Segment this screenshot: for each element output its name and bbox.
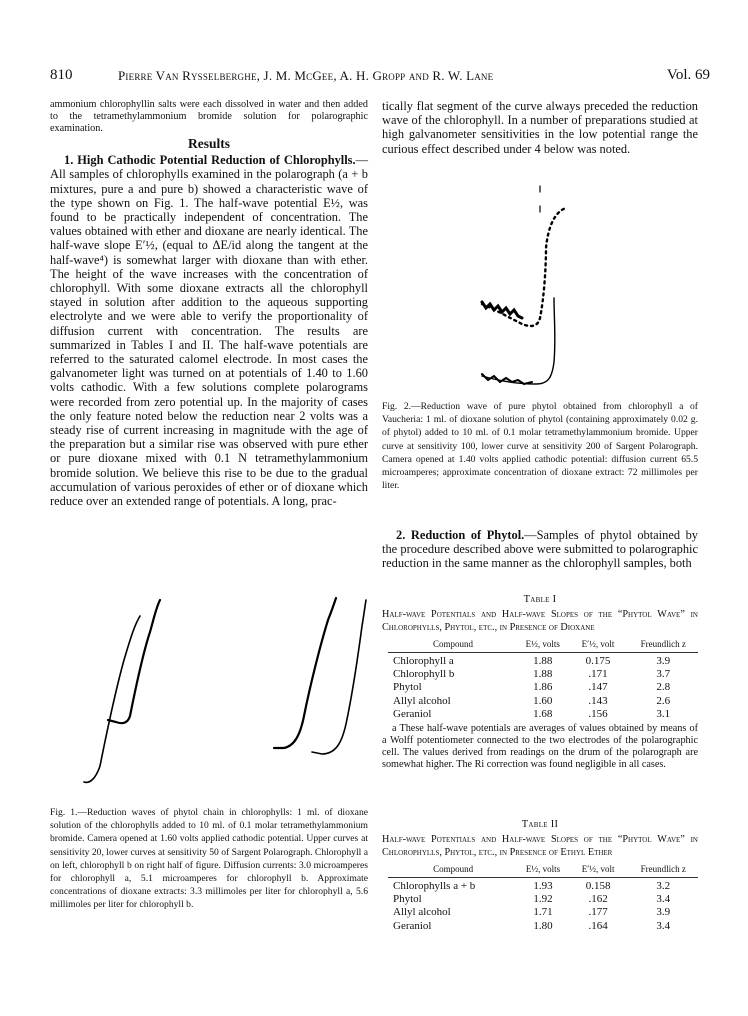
fig1-curve-b-lower [312,600,366,754]
table-cell: .143 [588,694,608,707]
table-row [388,893,698,906]
figure-1-caption: Fig. 1.—Reduction waves of phytol chain in chlorophylls: 1 ml. of dioxane solution of the chlorophylls added to 10 ml. of 0.1 molar tetramethylammonium bromide. Camera opened at 1.60 volts applied cathodic potential. Upper curves at sensitivity 20, lower curves at sensitivity 50 of Sargent Polarograph. Chlorophyll a on left, chlorophyll b on right half of figure. Diffusion currents: 3.0 microamperes for chlorophyll a, 5.1 microamperes for chlorophyll b. Approximate concentrations of dioxane extracts: 3.3 millimoles per liter for chlorophyll a, 5.6 millimoles per liter for chlorophyll b. [50,807,368,911]
section2-title: 2. Reduction of Phytol. [396,528,525,542]
right-column-top-text: tically flat segment of the curve always preceded the reduction wave of the chlorophyll. In a number of preparations studied at high galvanometer sensitivities in the low potential range the curious effect described under 4 below was noted. [382,99,698,156]
table-cell: 1.88 [533,654,553,667]
table-1-block [382,593,698,771]
table-cell: .147 [588,681,608,694]
table-row [388,655,698,668]
table-cell: 0.158 [585,879,611,892]
table-cell: 3.4 [656,919,671,932]
table-cell: 1.92 [533,892,553,905]
table-cell: 1.71 [533,906,553,919]
table-cell: 3.2 [656,879,671,892]
table-2-header: Freundlich z [640,864,686,875]
table-cell: 1.88 [533,667,553,680]
table-cell: Phytol [393,681,422,694]
table-cell: .162 [588,892,608,905]
table-1-header: Compound [432,639,473,650]
table-cell: 1.86 [533,681,553,694]
table-1-header: E½, volts [525,639,560,650]
table-1-caption: Half-wave Potentials and Half-wave Slopes of the “Phytol Wave” in Chlorophylls, Phytol, etc., in Presence of Dioxane [382,609,698,633]
table-row [388,695,698,708]
running-header [50,67,710,89]
table-cell: Phytol [393,892,422,905]
table-cell: 1.60 [533,694,553,707]
intro-paragraph: ammonium chlorophyllin salts were each dissolved in water and then added to the tetramethylammonium bromide solution for polarographic examination. [50,99,368,134]
fig1-curve-a-lower [84,616,140,782]
table-cell: 1.68 [533,707,553,720]
table-cell: .156 [588,707,608,720]
table-cell: Geraniol [393,919,432,932]
table-1-header: E′½, volt [581,639,615,650]
fig2-upper-noise [482,302,522,318]
table-1-label: Table I [523,594,557,605]
table-2-header-row [388,863,698,877]
table-row [388,920,698,933]
volume-label: Vol. 69 [666,67,710,83]
section2-paragraph [382,528,698,571]
table-cell: 3.9 [656,906,671,919]
section1-text: —All samples of chlorophylls examined in the polarograph (a + b mixtures, pure a and pure b) showed a characteristic wave of the type shown on Fig. 1. The half-wave potential E½, was found to be practically independent of concentration. The values obtained with ether and dioxane are nearly identical. The half-wave slope E′½, (equal to ΔE/id along the tangent at the half-wave⁴) is somewhat larger with dioxane than with ether. The height of the wave increases with the concentration of chlorophyll. With some dioxane extracts all the chlorophyll stayed in solution after addition to the aqueous supporting electrolyte and we were able to verify the proportionality of diffusion current with concentration. The results are summarized in Tables I and II. The half-wave potentials are referred to the saturated calomel electrode. In most cases the galvanometer light was turned on at potentials of 1.40 to 1.60 volts cathodic. With a few solutions complete polarograms were recorded from zero potential up. In the majority of cases the only feature noted below the reduction near 2 volts was a steady rise of current increasing in magnitude with the age of the preparation but a similar rise was observed with pure ether or pure dioxane mixed with 0.1 N tetramethylammonium bromide solution. We believe this rise to be due to the gradual accumulation of various peroxides of ether or of dioxane which reduce over an extended range of potentials. A long, prac- [50,153,368,509]
section2-text: —Samples of phytol obtained by the procedure described above were submitted to polarographic reduction in the same manner as the chlorophyll samples, both [382,528,698,571]
table-cell: Allyl alcohol [393,906,451,919]
fig1-curve-a-upper [108,600,160,723]
table-1-header-row [388,638,698,652]
running-authors: Pierre Van Rysselberghe, J. M. McGee, A. H. Gropp and R. W. Lane [118,68,494,83]
figure-1-polarograms [50,596,370,804]
table-cell: Chlorophylls a + b [393,879,476,892]
table-cell: 0.175 [585,654,611,667]
section1-title: 1. High Cathodic Potential Reduction of Chlorophylls. [64,153,356,168]
table-cell: Allyl alcohol [393,694,451,707]
table-cell: 1.80 [533,919,553,932]
table-2-caption: Half-wave Potentials and Half-wave Slopes of the “Phytol Wave” in Chlorophylls, Phytol, etc., in Presence of Ethyl Ether [382,834,698,858]
table-cell: Chlorophyll a [393,654,454,667]
table-row [388,880,698,893]
left-column-text [50,99,368,508]
table-cell: 1.93 [533,879,553,892]
table-cell: 3.9 [656,654,671,667]
table-row [388,681,698,694]
table-1-footnote: a These half-wave potentials are averages of values obtained by means of a Wolff potentiometer connected to the two electrodes of the polarographic cell. The values derived from readings on the drum of the polarograph are somewhat higher. The Ri correction was found negligible in all cases. [382,723,698,771]
table-2-header: E½, volts [525,864,561,875]
table-cell: 2.8 [656,681,671,694]
table-cell: 3.1 [656,707,671,720]
table-row [388,668,698,681]
table-cell: 3.4 [656,892,671,905]
table-1 [388,638,698,721]
table-2-label: Table II [521,819,559,830]
table-cell: .177 [588,906,608,919]
figure-2-caption: Fig. 2.—Reduction wave of pure phytol obtained from chlorophyll a of Vaucheria: 1 ml. of dioxane solution of phytol (containing approximately 0.02 g. of phytol) added to 10 ml. of 0.1 molar tetramethylammonium bromide. Upper curve at sensitivity 100, lower curve at sensitivity 200 of Sargent Polarograph. Camera opened at 1.40 volts applied cathodic potential: diffusion current 65.5 microamperes; approximate concentration of dioxane extract: 72 millimoles per liter. [382,401,698,492]
table-2-header: E′½, volt [581,864,615,875]
table-1-header: Freundlich z [640,639,686,650]
table-2-header: Compound [433,864,474,875]
table-cell: .171 [588,667,608,680]
table-2-block [382,818,698,933]
page-number: 810 [50,67,73,83]
results-heading: Results [187,136,230,151]
table-cell: 3.7 [656,667,671,680]
figure-2-polarogram [456,178,576,390]
table-2 [388,863,698,932]
table-cell: .164 [588,919,608,932]
table-row [388,906,698,919]
table-cell: Geraniol [393,707,432,720]
fig1-curve-b-upper [274,598,336,748]
table-cell: 2.6 [656,694,671,707]
fig2-lower-noise [482,374,532,384]
section1-paragraph [50,153,368,508]
table-cell: Chlorophyll b [393,667,455,680]
table-row [388,708,698,721]
